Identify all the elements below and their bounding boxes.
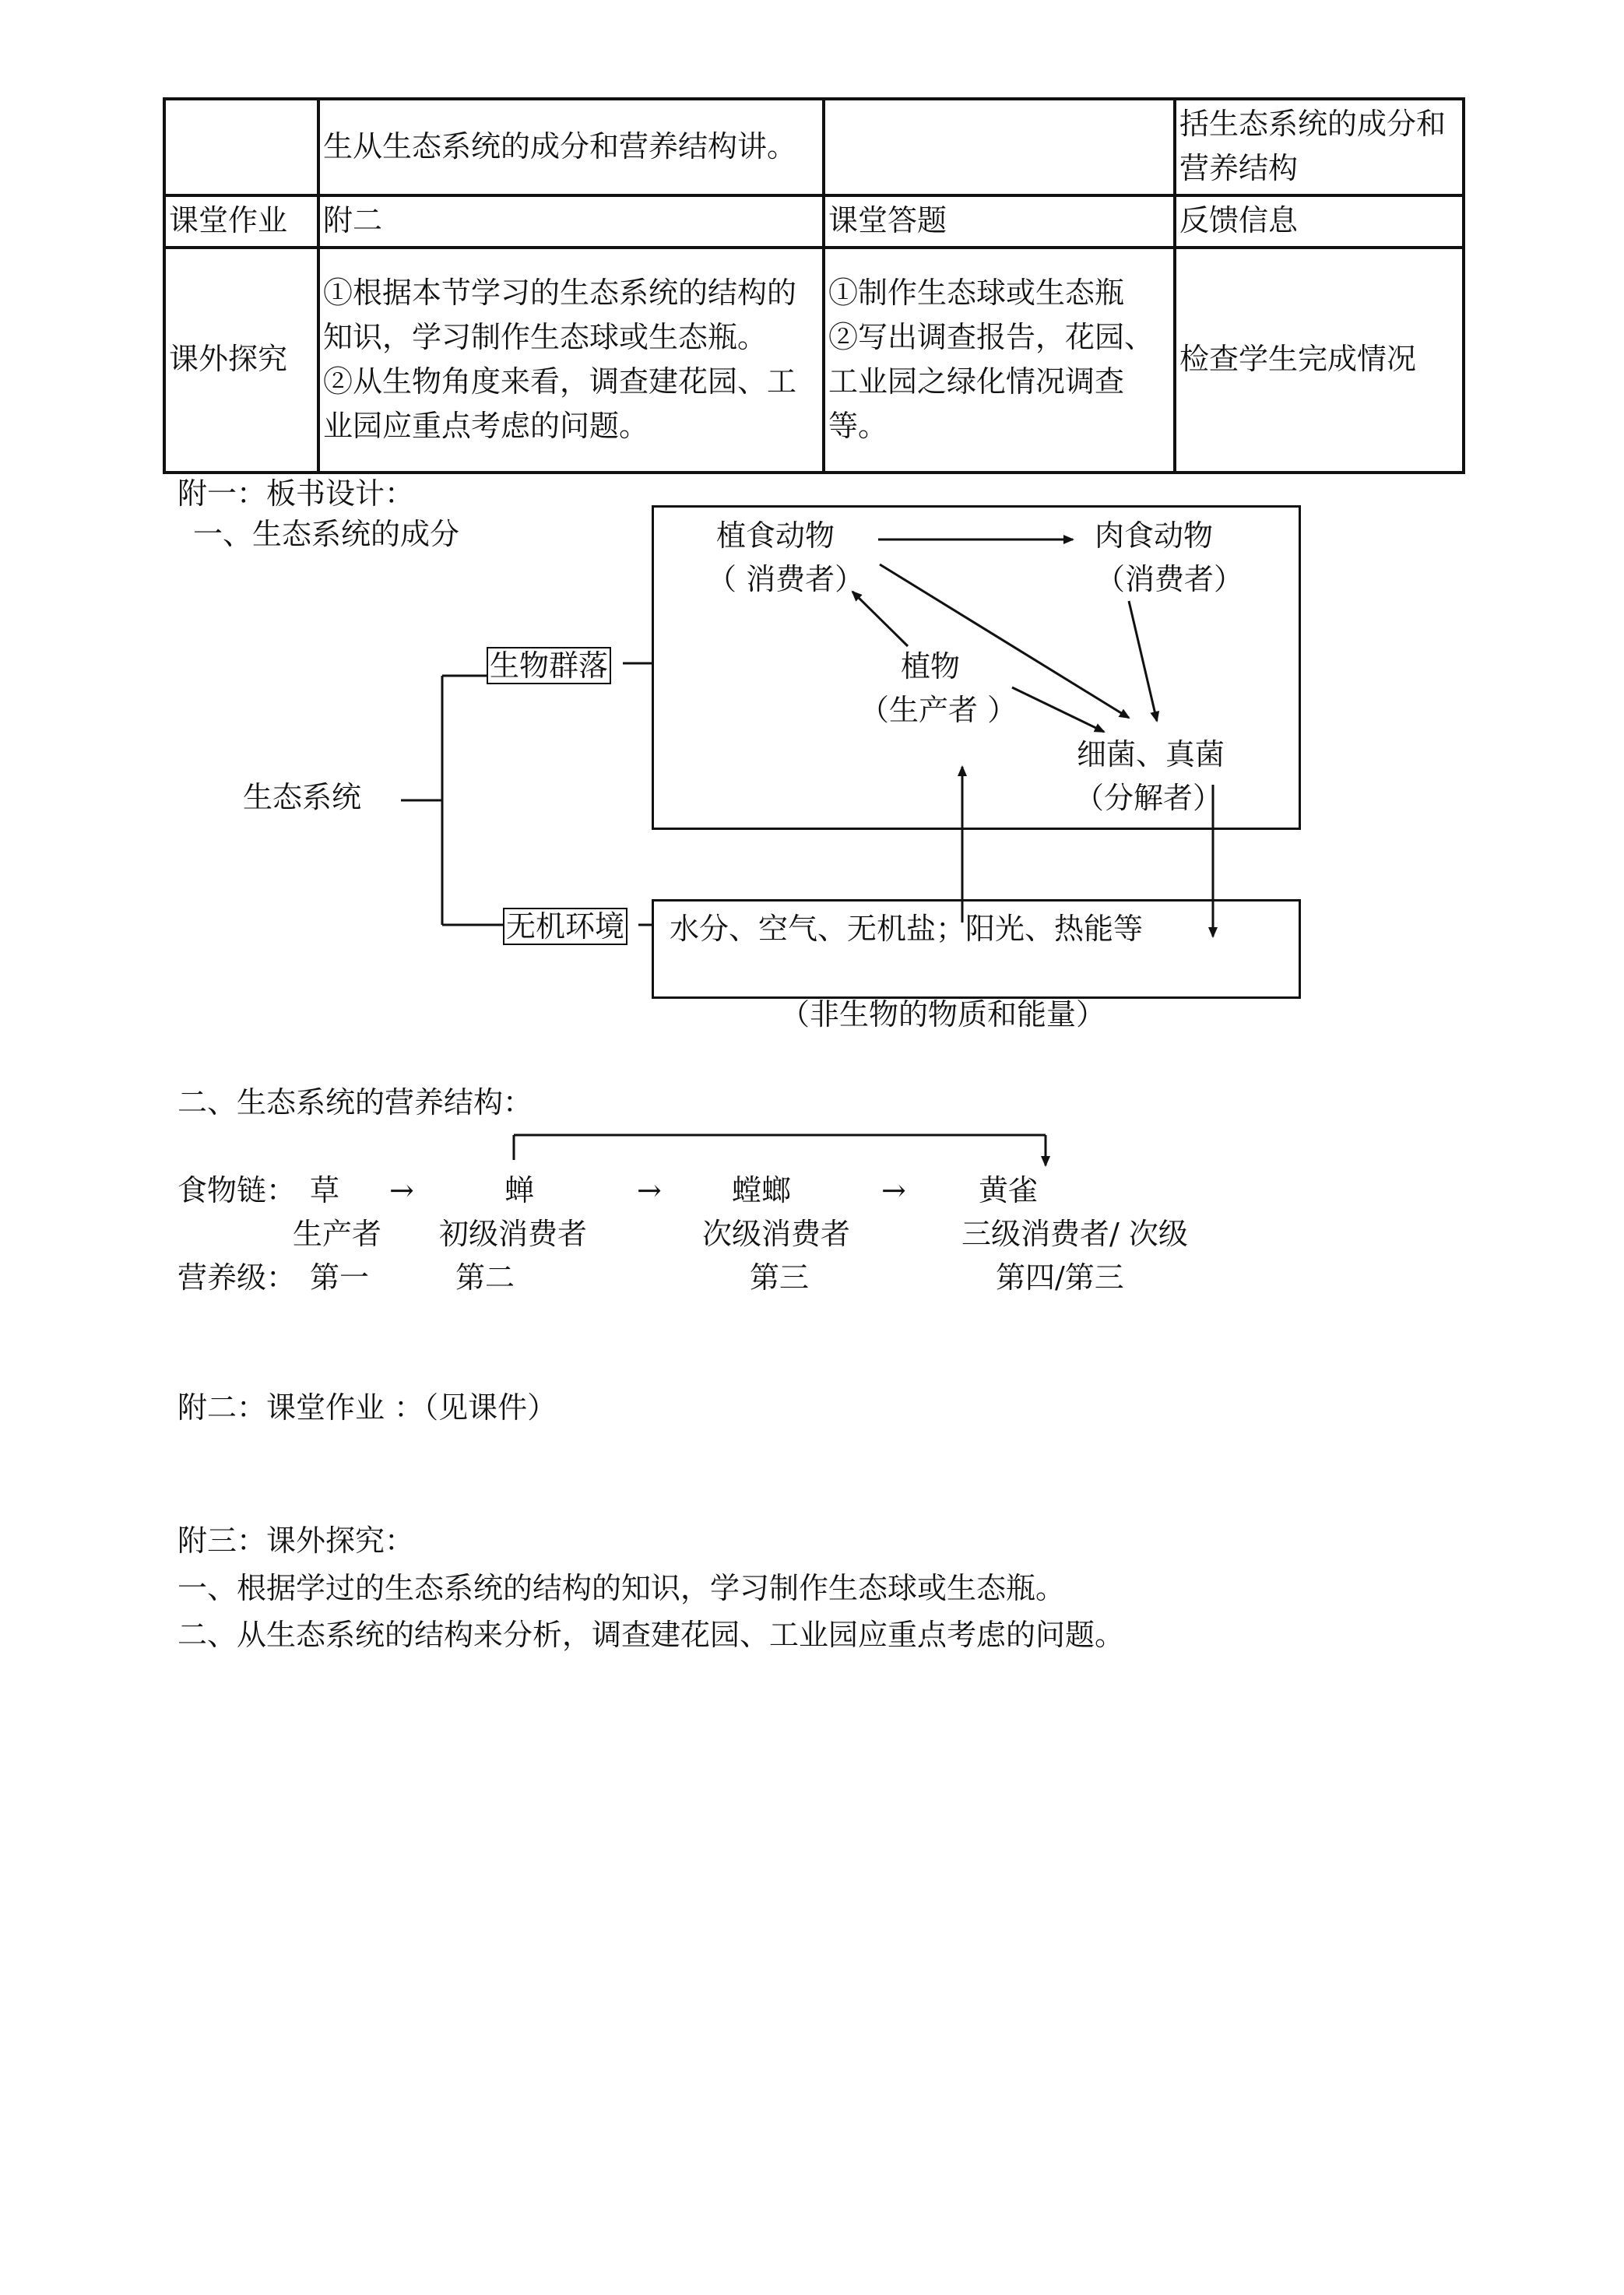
role-secondary: 次级消费者	[702, 1217, 851, 1251]
level-first: 第一	[310, 1260, 370, 1295]
table-cell: 括生态系统的成分和营养结构	[1175, 99, 1464, 195]
food-chain-label: 食物链：	[178, 1173, 297, 1207]
carnivore-role: （消费者）	[1095, 562, 1244, 596]
appendix3-item2: 二、从生态系统的结构来分析，调查建花园、工业园应重点考虑的问题。	[178, 1618, 1125, 1652]
organism-mantis: 螳螂	[732, 1173, 792, 1207]
cell-line: ②从生物角度来看，调查建花园、工业园应重点考虑的问题。	[323, 364, 797, 443]
table-cell: 反馈信息	[1175, 195, 1464, 248]
decomposer-role: （分解者）	[1074, 781, 1223, 815]
plant-role: （生产者 ）	[859, 693, 1018, 727]
organism-cicada: 蝉	[504, 1173, 535, 1207]
carnivore-label: 肉食动物	[1095, 518, 1214, 553]
trophic-level-label: 营养级：	[178, 1260, 297, 1295]
appendix2-title: 附二：课堂作业 ：（见课件）	[178, 1390, 557, 1425]
herbivore-label: 植食动物	[716, 518, 835, 553]
table-cell: 课外探究	[164, 248, 318, 473]
level-second: 第二	[455, 1260, 515, 1295]
table-cell: 检查学生完成情况	[1175, 248, 1464, 473]
organism-oriole: 黄雀	[979, 1173, 1039, 1207]
cell-line: ②写出调查报告，花园、工业园之绿化情况调查等。	[828, 319, 1155, 443]
appendix3-title: 附三：课外探究：	[178, 1524, 415, 1558]
cell-line: ①制作生态球或生态瓶	[828, 275, 1125, 310]
cell-line: ①根据本节学习的生态系统的结构的知识，学习制作生态球或生态瓶。	[323, 275, 797, 354]
herbivore-role: （ 消费者）	[707, 562, 865, 596]
role-tertiary: 三级消费者/ 次级	[961, 1217, 1188, 1251]
abiotic-items: 水分、空气、无机盐；阳光、热能等	[670, 912, 1144, 946]
chain-arrow: →	[881, 1173, 906, 1207]
plant-label: 植物	[901, 649, 961, 684]
section2-heading: 二、生态系统的营养结构：	[178, 1085, 533, 1119]
chain-arrow: →	[389, 1173, 414, 1207]
decomposer-label: 细菌、真菌	[1077, 737, 1225, 771]
arrow-carnivore-to-decomposer	[1129, 601, 1157, 721]
level-third: 第三	[750, 1260, 810, 1295]
table-cell: 生从生态系统的成分和营养结构讲。	[318, 99, 824, 195]
level-fourth-third: 第四/第三	[996, 1260, 1124, 1295]
table-cell: 附二	[318, 195, 824, 248]
table-cell: 课堂作业	[164, 195, 318, 248]
appendix1-title: 附一：板书设计：	[178, 476, 415, 511]
organism-grass: 草	[310, 1173, 340, 1207]
section1-heading: 一、生态系统的成分	[193, 517, 460, 551]
appendix3-item1: 一、根据学过的生态系统的结构的知识，学习制作生态球或生态瓶。	[178, 1571, 1066, 1605]
arrow-plant-to-herbivore	[852, 592, 908, 646]
ecosystem-root-label: 生态系统	[243, 780, 362, 814]
chain-arrow: →	[637, 1173, 662, 1207]
role-primary: 初级消费者	[439, 1217, 588, 1251]
role-producer: 生产者	[293, 1217, 382, 1251]
abiotic-note: （非生物的物质和能量）	[780, 997, 1106, 1032]
table-cell: 课堂答题	[824, 195, 1175, 248]
community-label: 生物群落	[487, 647, 611, 684]
abiotic-label: 无机环境	[503, 908, 627, 945]
